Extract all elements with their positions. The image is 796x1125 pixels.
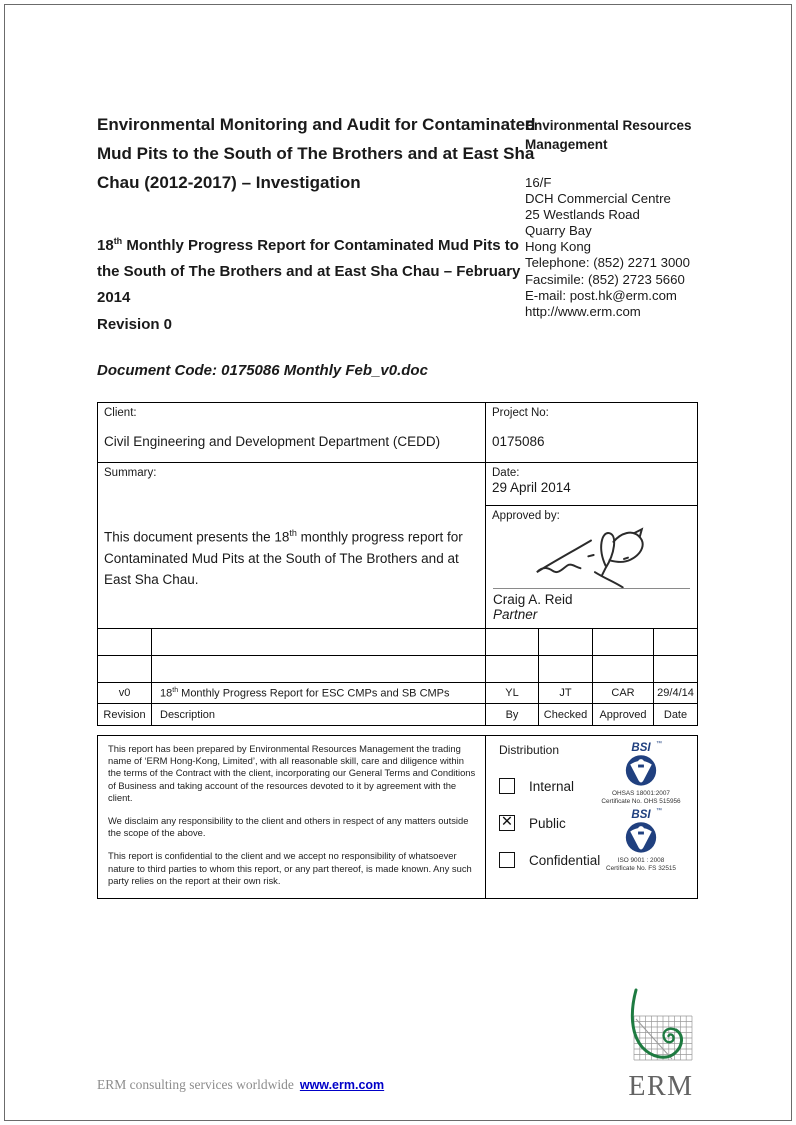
- certification-iso: [591, 808, 691, 873]
- certification-ohsas: [591, 741, 691, 806]
- revision-header-revision: Revision: [98, 704, 152, 726]
- client-value: Civil Engineering and Development Department (CEDD): [104, 434, 441, 449]
- company-address: [525, 175, 705, 320]
- empty-cell: [486, 656, 539, 683]
- address-line-facsimile: Facsimile: (852) 2723 5660: [525, 271, 685, 287]
- disclaimer-cell: [98, 736, 486, 899]
- address-line: 16/F: [525, 175, 552, 190]
- erm-logo-text: ERM: [628, 1071, 694, 1102]
- address-line-website: http://www.erm.com: [525, 303, 641, 319]
- address-line-telephone: Telephone: (852) 2271 3000: [525, 255, 690, 271]
- footer-website-link[interactable]: www.erm.com: [299, 1078, 385, 1092]
- superscript-th: th: [289, 528, 297, 538]
- report-title: Environmental Monitoring and Audit for Contaminated Mud Pits to the South of The Brothers and at East Sha Chau (2012-2017) – Investigation: [97, 115, 536, 192]
- empty-cell: [152, 656, 486, 683]
- date-value: 29 April 2014: [492, 480, 571, 495]
- certification-badges: [591, 739, 691, 873]
- address-line: Hong Kong: [525, 239, 591, 255]
- company-address-block: [525, 116, 705, 320]
- approver-name: Craig A. Reid: [493, 592, 573, 607]
- empty-cell: [98, 629, 152, 656]
- revision-empty-row: [98, 629, 698, 656]
- document-code: Document Code: 0175086 Monthly Feb_v0.doc: [97, 362, 428, 379]
- document-info-table: [97, 402, 698, 726]
- empty-cell: [593, 656, 654, 683]
- empty-cell: [539, 656, 593, 683]
- project-no-value: 0175086: [492, 434, 545, 449]
- revision-header-date: Date: [654, 704, 698, 726]
- erm-logo: [616, 988, 706, 1101]
- bsi-logo-icon: BSI ™: [618, 811, 664, 856]
- erm-logo-icon: [616, 988, 706, 1066]
- date-cell: [486, 463, 698, 506]
- revision-number: Revision 0: [97, 316, 173, 333]
- checkbox-label: Public: [529, 815, 566, 831]
- address-line: Quarry Bay: [525, 223, 592, 239]
- revision-entry-description: 18th Monthly Progress Report for ESC CMPs and SB CMPs: [152, 683, 486, 704]
- empty-cell: [486, 629, 539, 656]
- empty-cell: [539, 629, 593, 656]
- distribution-label: Distribution: [499, 743, 560, 757]
- disclaimer-distribution-table: [97, 735, 698, 899]
- checkbox-public[interactable]: ✕: [500, 815, 514, 830]
- approver-title: Partner: [493, 607, 538, 622]
- cert-number: Certificate No. FS 32515: [606, 865, 676, 872]
- address-line: DCH Commercial Centre: [525, 191, 671, 207]
- revision-entry-id: v0: [98, 683, 152, 704]
- signature-image: [492, 522, 690, 588]
- client-cell: [98, 403, 486, 463]
- project-no-label: Project No:: [492, 407, 549, 419]
- client-label: Client:: [104, 407, 137, 419]
- project-no-cell: [486, 403, 698, 463]
- approved-by-cell: [486, 506, 698, 629]
- revision-header-by: By: [486, 704, 539, 726]
- address-line-email: E-mail: post.hk@erm.com: [525, 287, 677, 303]
- approved-by-label: Approved by:: [492, 510, 560, 522]
- empty-cell: [152, 629, 486, 656]
- revision-header-checked: Checked: [539, 704, 593, 726]
- footer-tagline: ERM consulting services worldwide: [97, 1077, 294, 1092]
- empty-cell: [654, 629, 698, 656]
- disclaimer-paragraph: This report has been prepared by Environmental Resources Management the trading name of ‘ERM Hong-Kong, Limited’, with all reasonable skill, care and diligence within the terms of the Contract with the client, incorporating our General Terms and Conditions of Business and taking account of the resources devoted to it by agreement with the client.: [108, 743, 476, 803]
- checkbox-label: Confidential: [529, 852, 601, 868]
- address-line: 25 Westlands Road: [525, 207, 640, 223]
- footer: [97, 1077, 384, 1093]
- revision-empty-row: [98, 656, 698, 683]
- checkbox-confidential[interactable]: [499, 852, 515, 868]
- distribution-cell: [486, 736, 698, 899]
- summary-label: Summary:: [104, 467, 157, 479]
- company-name: Environmental Resources Management: [525, 118, 692, 152]
- cert-standard: OHSAS 18001:2007: [612, 790, 670, 797]
- revision-header-row: [98, 704, 698, 726]
- revision-entry-checked: JT: [539, 683, 593, 704]
- cert-standard: ISO 9001 : 2008: [617, 857, 665, 864]
- summary-text: This document presents the 18th monthly progress report for Contaminated Mud Pits at the South of The Brothers and at East Sha Chau.: [104, 528, 463, 587]
- revision-header-approved: Approved: [593, 704, 654, 726]
- summary-cell: [98, 463, 486, 629]
- checkbox-internal[interactable]: [499, 778, 515, 794]
- revision-entry-approved: CAR: [593, 683, 654, 704]
- revision-entry-by: YL: [486, 683, 539, 704]
- empty-cell: [654, 656, 698, 683]
- bsi-logo-icon: BSI ™: [618, 744, 664, 789]
- empty-cell: [593, 629, 654, 656]
- checkbox-label: Internal: [529, 778, 575, 794]
- revision-entry-row: [98, 683, 698, 704]
- revision-entry-date: 29/4/14: [654, 683, 698, 704]
- revision-header-description: Description: [152, 704, 486, 726]
- empty-cell: [98, 656, 152, 683]
- disclaimer-paragraph: We disclaim any responsibility to the client and others in respect of any matters outside the scope of the above.: [108, 815, 469, 839]
- cert-number: Certificate No. OHS 515956: [601, 798, 681, 805]
- report-subtitle: 18th Monthly Progress Report for Contaminated Mud Pits to the South of The Brothers and at East Sha Chau – February 2014: [97, 236, 521, 306]
- date-label: Date:: [492, 467, 520, 479]
- disclaimer-paragraph: This report is confidential to the client and we accept no responsibility of whatsoever nature to third parties to whom this report, or any part thereof, is made known. Any such party relies on the report at their own risk.: [108, 850, 472, 886]
- superscript-th: th: [113, 236, 123, 246]
